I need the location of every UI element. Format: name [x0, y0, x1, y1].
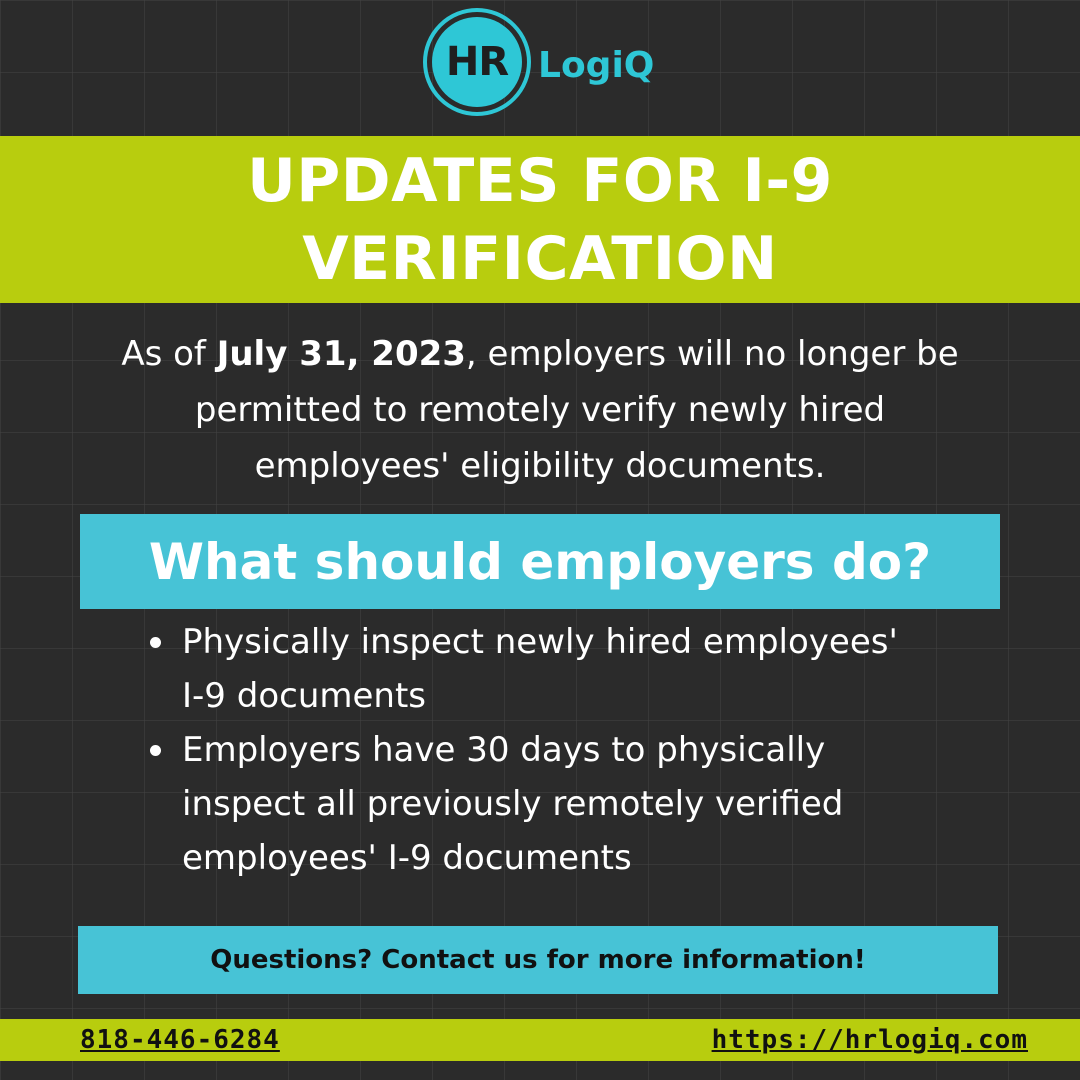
intro-line-1-rest: , employers will no longer be	[465, 334, 959, 374]
bullet-1-line-2: I-9 documents	[182, 676, 426, 716]
title-banner	[0, 136, 1080, 303]
action-list	[150, 615, 1010, 885]
question-banner	[80, 514, 1000, 609]
question-heading: What should employers do?	[148, 532, 932, 591]
list-item	[150, 615, 1010, 723]
title-line-1: UPDATES FOR I-9	[247, 145, 833, 216]
bullet-2-line-3: employees' I-9 documents	[182, 838, 632, 878]
contact-banner	[78, 926, 998, 994]
bullet-2-line-2: inspect all previously remotely verified	[182, 784, 844, 824]
bullet-dot-icon	[150, 745, 161, 756]
intro-line-3: employees' eligibility documents.	[254, 446, 826, 486]
title-line-2: VERIFICATION	[302, 223, 778, 294]
page-title	[247, 142, 833, 298]
bullet-dot-icon	[150, 637, 161, 648]
intro-paragraph	[40, 326, 1040, 494]
bullet-2-line-1: Employers have 30 days to physically	[182, 730, 826, 770]
list-item	[150, 723, 1010, 885]
intro-date: July 31, 2023	[216, 334, 466, 374]
website-link[interactable]: https://hrlogiq.com	[711, 1025, 1028, 1055]
phone-link[interactable]: 818-446-6284	[80, 1025, 280, 1055]
logo-badge-text: HR	[445, 39, 509, 85]
bullet-1-line-1: Physically inspect newly hired employees'	[182, 622, 898, 662]
intro-line-2: permitted to remotely verify newly hired	[194, 390, 886, 430]
intro-prefix: As of	[121, 334, 217, 374]
logo	[0, 8, 1080, 118]
footer-bar	[0, 1019, 1080, 1061]
logo-wordmark: LogiQ	[538, 45, 655, 86]
contact-text: Questions? Contact us for more information!	[210, 945, 866, 975]
